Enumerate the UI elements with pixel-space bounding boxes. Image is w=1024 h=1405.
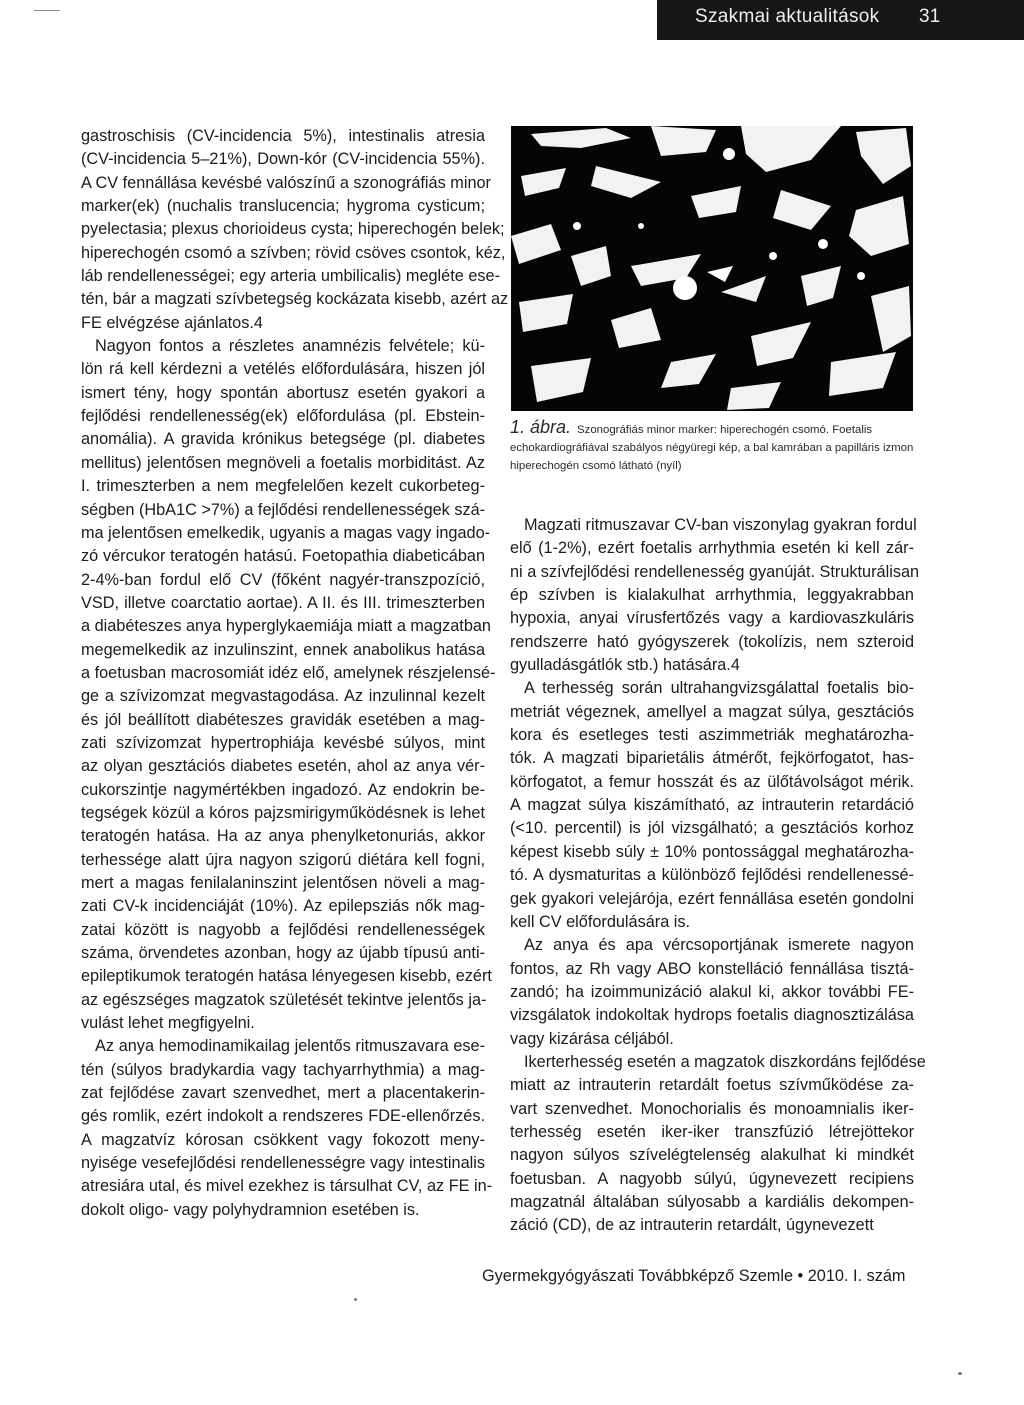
text-line: I. trimeszterben a nem megfelelően kezelt cukorbeteg- xyxy=(81,477,485,496)
text-line: zati CV-k incidenciáját (10%). Az epilepsziás nők mag- xyxy=(81,897,485,916)
text-line: mert a magas fenilalaninszint jelentősen növeli a mag- xyxy=(81,874,485,892)
text-column-left xyxy=(81,125,509,1222)
text-line: 2-4%-ban fordul elő CV (főként nagyér-transzpozíció, xyxy=(81,570,485,589)
figure-label: 1. ábra. xyxy=(510,417,572,437)
text-line: mellitus) jelentősen megnöveli a foetalis morbiditást. Az xyxy=(81,453,485,472)
text-line: ni a szívfejlődési rendellenesség gyanúját. Strukturálisan xyxy=(510,562,920,581)
header-section-title: Szakmai aktualitások xyxy=(695,6,880,27)
text-line: tén, bár a magzati szívbetegség kockázata kisebb, azért az xyxy=(81,290,509,309)
text-line: tó. A dysmaturitas a különböző fejlődési rendellenessé- xyxy=(510,866,914,885)
ultrasound-image xyxy=(511,126,913,411)
text-line: marker(ek) (nuchalis translucencia; hygroma cysticum; xyxy=(81,197,485,216)
scan-speck xyxy=(354,1298,357,1301)
text-line: foetusban. A nagyobb súlyú, úgynevezett recipiens xyxy=(510,1169,914,1188)
text-line: hypoxia, anyai vírusfertőzés vagy a kardiovaszkuláris xyxy=(510,609,914,628)
text-line: atresiára utal, és mivel ezekhez is társulhat CV, az FE in- xyxy=(81,1177,493,1196)
text-line: pyelectasia; plexus chorioideus cysta; hiperechogén belek; xyxy=(81,220,505,239)
figure-caption xyxy=(510,418,920,475)
text-line: VSD, illetve coarctatio aortae). A II. és III. trimeszterben xyxy=(81,593,485,612)
text-line: ségben (HbA1C >7%) a fejlődési rendellenességek szá- xyxy=(81,500,486,519)
paragraph xyxy=(81,335,496,1035)
text-line: kell CV előfordulására is. xyxy=(510,912,691,931)
text-line: tén (súlyos bradykardia vagy tachyarrhythmia) a mag- xyxy=(81,1060,485,1079)
text-line: vagy kizárása céljából. xyxy=(510,1029,674,1048)
paragraph xyxy=(81,1035,493,1222)
running-header xyxy=(657,0,1024,40)
text-line: tegségek közül a kóros pajzsmirigyműködésnek is lehet xyxy=(81,803,485,822)
text-line: és jól beállított diabéteszes gravidák esetében a mag- xyxy=(81,710,485,729)
text-line: tók. A magzati biparietális átmérőt, fejkörfogatot, has- xyxy=(510,749,914,768)
text-line: a diabéteszes anya hyperglykaemiája miatt a magzatban xyxy=(81,617,491,636)
paragraph xyxy=(510,1051,926,1238)
text-line: zatai között is nagyobb a fejlődési rendellenességek xyxy=(81,920,485,939)
text-line: fejlődési rendellenesség(ek) előfordulása (pl. Ebstein- xyxy=(81,407,485,426)
text-line: az olyan gesztációs diabetes esetén, ahol az anya vér- xyxy=(81,757,485,776)
text-line: ma jelentősen emelkedik, ugyanis a magas vagy ingado- xyxy=(81,523,491,542)
text-line: ép szívben is kialakulhat arrhythmia, leggyakrabban xyxy=(510,586,914,605)
text-line: gastroschisis (CV-incidencia 5%), intestinalis atresia xyxy=(81,127,485,145)
corner-mark xyxy=(34,10,60,11)
text-line: nyisége vesefejlődési rendellenességre vagy intestinalis xyxy=(81,1154,485,1173)
text-line: vizsgálatok indokoltak hydrops foetalis diagnosztizálása xyxy=(510,1006,914,1025)
text-line: magzatnál általában súlyosabb a kardiális dekompen- xyxy=(510,1192,914,1211)
text-line: gek gyakori velejárója, ezért fennállása esetén gondolni xyxy=(510,889,914,908)
text-line: körfogatot, a femur hosszát és az ülőtávolságot mérik. xyxy=(510,772,914,791)
text-line: az egészséges magzatok születését tekintve jelentős ja- xyxy=(81,990,487,1009)
text-line: Ikerterhesség esetén a magzatok diszkordáns fejlődése xyxy=(524,1052,926,1071)
paragraph xyxy=(510,677,914,934)
text-line: rendszerre ható gyógyszerek (tokolízis, nem szteroid xyxy=(510,632,914,651)
text-line: Az anya hemodinamikailag jelentős ritmuszavara ese- xyxy=(95,1037,485,1056)
text-line: terhesség esetén iker-iker transzfúzió létrejöttekor xyxy=(510,1122,914,1141)
text-line: zandó; ha izoimmunizáció alakul ki, akkor további FE- xyxy=(510,982,914,1001)
paragraph xyxy=(81,125,509,335)
page-number: 31 xyxy=(919,6,941,27)
text-line: A CV fennállása kevésbé valószínű a szonográfiás minor xyxy=(81,173,491,192)
text-line: zó vércukor teratogén hatású. Foetopathia diabeticában xyxy=(81,547,485,566)
text-line: ismert tény, hogy spontán abortusz esetén gyakori a xyxy=(81,383,485,402)
figure-caption-text: Szonográfiás minor marker: hiperechogén csomó. Foetalis echokardiográfiával szabályos négyüregi kép, a bal kamrában a papilláris izmon hiperechogén csomó látható (nyíl) xyxy=(510,424,914,472)
scan-speck xyxy=(958,1372,962,1375)
text-line: Nagyon fontos a részletes anamnézis felvétele; kü- xyxy=(95,337,485,356)
text-line: Magzati ritmuszavar CV-ban viszonylag gyakran fordul xyxy=(524,516,917,534)
text-line: elő (1-2%), ezért foetalis arrhythmia esetén ki kell zár- xyxy=(510,539,914,558)
text-line: A magzat súlya kiszámítható, az intrauterin retardáció xyxy=(510,796,914,815)
text-column-right xyxy=(510,514,926,1238)
text-line: cukorszintje nagymértékben ingadozó. Az endokrin be- xyxy=(81,780,485,799)
text-line: száma, örvendetes azonban, hogy az újabb típusú anti- xyxy=(81,944,485,963)
text-line: hiperechogén csomó a szívben; rövid csöves csontok, kéz, xyxy=(81,243,506,262)
text-line: lön rá kell kérdezni a vetélés előfordulására, hiszen jól xyxy=(81,360,485,379)
text-line: (<10. percentil) is jól vizsgálható; a gesztációs korhoz xyxy=(510,819,914,838)
text-line: FE elvégzése ajánlatos.4 xyxy=(81,313,263,332)
paragraph xyxy=(510,514,920,677)
text-line: teratogén hatása. Ha az anya phenylketonuriás, akkor xyxy=(81,827,485,846)
paragraph xyxy=(510,934,914,1051)
text-line: megemelkedik az inzulinszint, ennek anabolikus hatása xyxy=(81,640,485,659)
text-line: vulást lehet megfigyelni. xyxy=(81,1014,255,1033)
text-line: képest kisebb súly ± 10% pontossággal meghatározha- xyxy=(510,842,914,861)
text-line: záció (CD), de az intrauterin retardált, úgynevezett xyxy=(510,1216,874,1235)
journal-footer: Gyermekgyógyászati Továbbképző Szemle • 2010. I. szám xyxy=(482,1267,906,1285)
text-line: anomália). A gravida krónikus betegsége (pl. diabetes xyxy=(81,430,485,449)
text-line: ge a szívizomzat megvastagodása. Az inzulinnal kezelt xyxy=(81,687,485,706)
text-line: A magzatvíz kórosan csökkent vagy fokozott meny- xyxy=(81,1130,485,1149)
text-line: zat fejlődése zavart szenvedhet, mert a placentakerin- xyxy=(81,1084,485,1103)
text-line: epileptikumok teratogén hatása lényegesen kisebb, ezért xyxy=(81,967,492,986)
text-line: gyulladásgátlók stb.) hatására.4 xyxy=(510,656,740,675)
text-line: zati szívizomzat hypertrophiája kevésbé súlyos, mint xyxy=(81,733,485,752)
text-line: gés romlik, ezért indokolt a rendszeres FDE-ellenőrzés. xyxy=(81,1107,485,1126)
text-line: A terhesség során ultrahangvizsgálattal foetalis bio- xyxy=(524,679,914,698)
text-line: vart szenvedhet. Monochorialis és monoamnialis iker- xyxy=(510,1099,914,1118)
text-line: láb rendellenességei; egy arteria umbilicalis) megléte ese- xyxy=(81,267,501,286)
text-line: terhessége alatt újra nagyon szigorú diétára kell fogni, xyxy=(81,850,485,869)
text-line: miatt az intrauterin retardált foetus szívműködése za- xyxy=(510,1076,914,1095)
text-line: kora és esetleges testi aszimmetriák meghatározha- xyxy=(510,726,914,745)
text-line: fontos, az Rh vagy ABO konstelláció fennállása tisztá- xyxy=(510,959,914,978)
ultrasound-figure xyxy=(511,126,913,411)
text-line: a foetusban macrosomiát idéz elő, amelynek részjelensé- xyxy=(81,663,496,682)
text-line: nagyon súlyos szívelégtelenség alakulhat ki mindkét xyxy=(510,1146,914,1165)
text-line: Az anya és apa vércsoportjának ismerete nagyon xyxy=(524,936,914,955)
text-line: metriát végeznek, amellyel a magzat súlya, gesztációs xyxy=(510,702,914,721)
text-line: dokolt oligo- vagy polyhydramnion esetében is. xyxy=(81,1200,420,1219)
text-line: (CV-incidencia 5–21%), Down-kór (CV-incidencia 55%). xyxy=(81,150,485,169)
